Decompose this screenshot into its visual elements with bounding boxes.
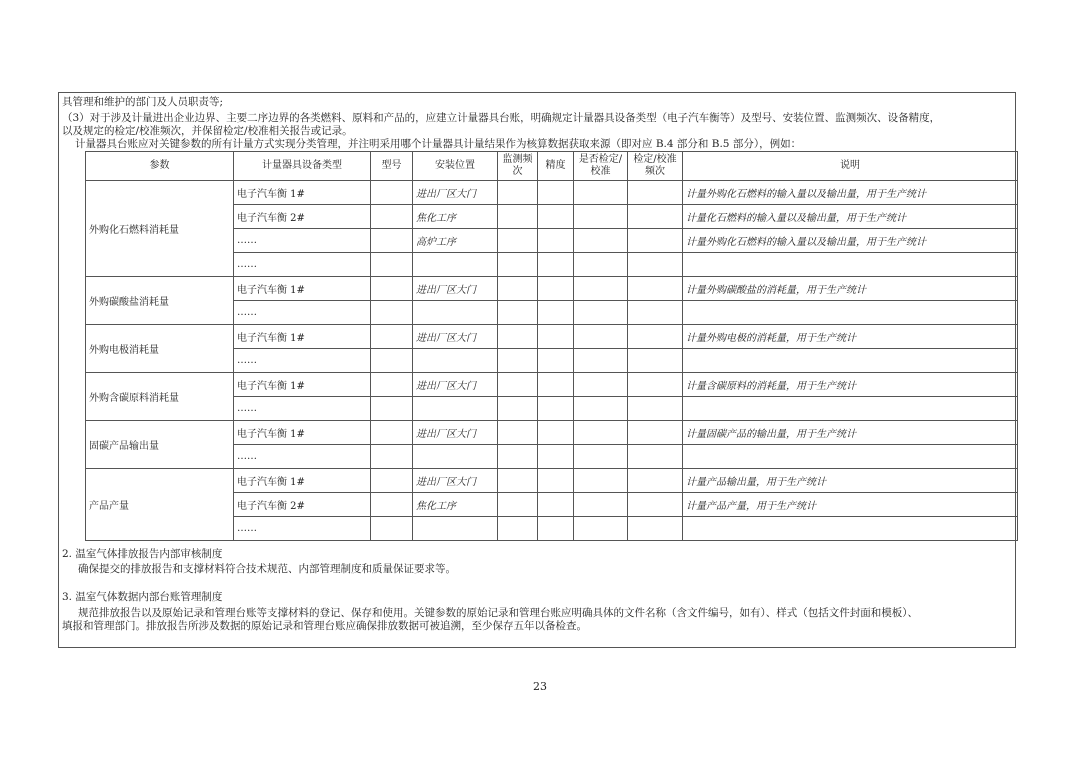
model-cell xyxy=(371,253,413,277)
param-cell: 外购电极消耗量 xyxy=(86,325,234,373)
calibrated-cell xyxy=(574,253,628,277)
calibration-frequency-cell xyxy=(628,421,683,445)
table-row xyxy=(86,181,1018,205)
header-device-type: 计量器具设备类型 xyxy=(234,152,371,181)
frequency-cell xyxy=(498,445,538,469)
precision-cell xyxy=(538,421,574,445)
param-cell: 固碳产品输出量 xyxy=(86,421,234,469)
frequency-cell xyxy=(498,205,538,229)
model-cell xyxy=(371,397,413,421)
note-cell: 计量产品输出量，用于生产统计 xyxy=(683,469,1018,493)
calibration-frequency-cell xyxy=(628,493,683,517)
location-cell xyxy=(413,253,498,277)
calibrated-cell xyxy=(574,229,628,253)
note-cell xyxy=(683,301,1018,325)
device-cell: 电子汽车衡 1# xyxy=(234,181,371,205)
location-cell: 焦化工序 xyxy=(413,493,498,517)
intro-line-1: 具管理和维护的部门及人员职责等; xyxy=(62,96,224,108)
note-cell xyxy=(683,253,1018,277)
location-cell: 进出厂区大门 xyxy=(413,469,498,493)
section-2-title: 2. 温室气体排放报告内部审核制度 xyxy=(62,548,223,560)
note-cell: 计量化石燃料的输入量以及输出量，用于生产统计 xyxy=(683,205,1018,229)
device-cell: …… xyxy=(234,349,371,373)
intro-line-4: 计量器具台账应对关键参数的所有计量方式实现分类管理，并注明采用哪个计量器具计量结果作为核算数据获取来源（即对应 B.4 部分和 B.5 部分），例如： xyxy=(75,138,802,150)
frequency-cell xyxy=(498,301,538,325)
device-cell: …… xyxy=(234,301,371,325)
precision-cell xyxy=(538,373,574,397)
table-header-row xyxy=(86,152,1018,181)
calibrated-cell xyxy=(574,205,628,229)
table-row xyxy=(86,421,1018,445)
calibrated-cell xyxy=(574,517,628,541)
note-cell: 计量外购电极的消耗量，用于生产统计 xyxy=(683,325,1018,349)
model-cell xyxy=(371,205,413,229)
calibrated-cell xyxy=(574,181,628,205)
location-cell: 进出厂区大门 xyxy=(413,181,498,205)
model-cell xyxy=(371,301,413,325)
model-cell xyxy=(371,181,413,205)
page-number: 23 xyxy=(533,680,547,693)
device-cell: 电子汽车衡 2# xyxy=(234,493,371,517)
calibrated-cell xyxy=(574,445,628,469)
model-cell xyxy=(371,373,413,397)
frequency-cell xyxy=(498,517,538,541)
header-calibration-frequency: 检定/校准频次 xyxy=(628,152,683,181)
model-cell xyxy=(371,277,413,301)
calibration-frequency-cell xyxy=(628,277,683,301)
calibration-frequency-cell xyxy=(628,325,683,349)
frequency-cell xyxy=(498,397,538,421)
model-cell xyxy=(371,517,413,541)
calibration-frequency-cell xyxy=(628,469,683,493)
note-cell: 计量固碳产品的输出量，用于生产统计 xyxy=(683,421,1018,445)
calibration-frequency-cell xyxy=(628,517,683,541)
header-param: 参数 xyxy=(86,152,234,181)
intro-line-3: 以及规定的检定/校准频次，并保留检定/校准相关报告或记录。 xyxy=(62,125,353,137)
device-cell: 电子汽车衡 1# xyxy=(234,421,371,445)
precision-cell xyxy=(538,205,574,229)
calibration-frequency-cell xyxy=(628,301,683,325)
table-row xyxy=(86,373,1018,397)
calibrated-cell xyxy=(574,373,628,397)
table-row xyxy=(86,277,1018,301)
model-cell xyxy=(371,349,413,373)
calibration-frequency-cell xyxy=(628,397,683,421)
device-cell: …… xyxy=(234,397,371,421)
frequency-cell xyxy=(498,277,538,301)
precision-cell xyxy=(538,181,574,205)
location-cell xyxy=(413,445,498,469)
calibration-frequency-cell xyxy=(628,253,683,277)
frequency-cell xyxy=(498,349,538,373)
header-monitor-frequency: 监测频次 xyxy=(498,152,538,181)
metering-ledger-table xyxy=(85,151,1018,541)
precision-cell xyxy=(538,349,574,373)
location-cell: 进出厂区大门 xyxy=(413,421,498,445)
calibration-frequency-cell xyxy=(628,349,683,373)
model-cell xyxy=(371,445,413,469)
device-cell: …… xyxy=(234,517,371,541)
note-cell: 计量含碳原料的消耗量，用于生产统计 xyxy=(683,373,1018,397)
location-cell: 焦化工序 xyxy=(413,205,498,229)
precision-cell xyxy=(538,517,574,541)
note-cell: 计量外购碳酸盐的消耗量，用于生产统计 xyxy=(683,277,1018,301)
section-2-body: 确保提交的排放报告和支撑材料符合技术规范、内部管理制度和质量保证要求等。 xyxy=(78,563,456,575)
precision-cell xyxy=(538,325,574,349)
model-cell xyxy=(371,493,413,517)
calibrated-cell xyxy=(574,325,628,349)
calibrated-cell xyxy=(574,277,628,301)
precision-cell xyxy=(538,469,574,493)
location-cell xyxy=(413,517,498,541)
location-cell xyxy=(413,397,498,421)
precision-cell xyxy=(538,493,574,517)
note-cell: 计量外购化石燃料的输入量以及输出量，用于生产统计 xyxy=(683,229,1018,253)
note-cell xyxy=(683,349,1018,373)
calibration-frequency-cell xyxy=(628,373,683,397)
frequency-cell xyxy=(498,493,538,517)
frequency-cell xyxy=(498,325,538,349)
precision-cell xyxy=(538,445,574,469)
calibrated-cell xyxy=(574,493,628,517)
note-cell xyxy=(683,445,1018,469)
device-cell: …… xyxy=(234,253,371,277)
calibrated-cell xyxy=(574,469,628,493)
calibration-frequency-cell xyxy=(628,205,683,229)
table-row xyxy=(86,325,1018,349)
device-cell: …… xyxy=(234,229,371,253)
model-cell xyxy=(371,469,413,493)
param-cell: 外购含碳原料消耗量 xyxy=(86,373,234,421)
precision-cell xyxy=(538,253,574,277)
location-cell: 进出厂区大门 xyxy=(413,277,498,301)
device-cell: …… xyxy=(234,445,371,469)
frequency-cell xyxy=(498,181,538,205)
frequency-cell xyxy=(498,469,538,493)
calibration-frequency-cell xyxy=(628,229,683,253)
header-precision: 精度 xyxy=(538,152,574,181)
frequency-cell xyxy=(498,229,538,253)
param-cell: 外购碳酸盐消耗量 xyxy=(86,277,234,325)
calibration-frequency-cell xyxy=(628,181,683,205)
note-cell xyxy=(683,397,1018,421)
section-3-body-1: 规范排放报告以及原始记录和管理台账等支撑材料的登记、保存和使用。关键参数的原始记录和管理台账应明确具体的文件名称（含文件编号，如有）、样式（包括文件封面和模板）、 xyxy=(78,607,918,619)
param-cell: 产品产量 xyxy=(86,469,234,541)
table-row xyxy=(86,469,1018,493)
device-cell: 电子汽车衡 1# xyxy=(234,373,371,397)
location-cell xyxy=(413,349,498,373)
device-cell: 电子汽车衡 1# xyxy=(234,277,371,301)
note-cell: 计量产品产量，用于生产统计 xyxy=(683,493,1018,517)
calibrated-cell xyxy=(574,421,628,445)
device-cell: 电子汽车衡 2# xyxy=(234,205,371,229)
calibrated-cell xyxy=(574,397,628,421)
calibration-frequency-cell xyxy=(628,445,683,469)
note-cell xyxy=(683,517,1018,541)
precision-cell xyxy=(538,277,574,301)
location-cell xyxy=(413,301,498,325)
header-model: 型号 xyxy=(371,152,413,181)
param-cell: 外购化石燃料消耗量 xyxy=(86,181,234,277)
header-calibrated: 是否检定/校准 xyxy=(574,152,628,181)
frequency-cell xyxy=(498,253,538,277)
device-cell: 电子汽车衡 1# xyxy=(234,325,371,349)
header-location: 安装位置 xyxy=(413,152,498,181)
calibrated-cell xyxy=(574,301,628,325)
note-cell: 计量外购化石燃料的输入量以及输出量，用于生产统计 xyxy=(683,181,1018,205)
precision-cell xyxy=(538,301,574,325)
intro-line-2: （3）对于涉及计量进出企业边界、主要二序边界的各类燃料、原料和产品的，应建立计量器具台账，明确规定计量器具设备类型（电子汽车衡等）及型号、安装位置、监测频次、设备精度， xyxy=(62,112,941,124)
location-cell: 进出厂区大门 xyxy=(413,373,498,397)
location-cell: 进出厂区大门 xyxy=(413,325,498,349)
precision-cell xyxy=(538,229,574,253)
calibrated-cell xyxy=(574,349,628,373)
model-cell xyxy=(371,229,413,253)
location-cell: 高炉工序 xyxy=(413,229,498,253)
frequency-cell xyxy=(498,373,538,397)
device-cell: 电子汽车衡 1# xyxy=(234,469,371,493)
precision-cell xyxy=(538,397,574,421)
model-cell xyxy=(371,325,413,349)
model-cell xyxy=(371,421,413,445)
header-note: 说明 xyxy=(683,152,1018,181)
frequency-cell xyxy=(498,421,538,445)
section-3-title: 3. 温室气体数据内部台账管理制度 xyxy=(62,591,223,603)
section-3-body-2: 填报和管理部门。排放报告所涉及数据的原始记录和管理台账应确保排放数据可被追溯，至少保存五年以备检查。 xyxy=(62,620,587,632)
